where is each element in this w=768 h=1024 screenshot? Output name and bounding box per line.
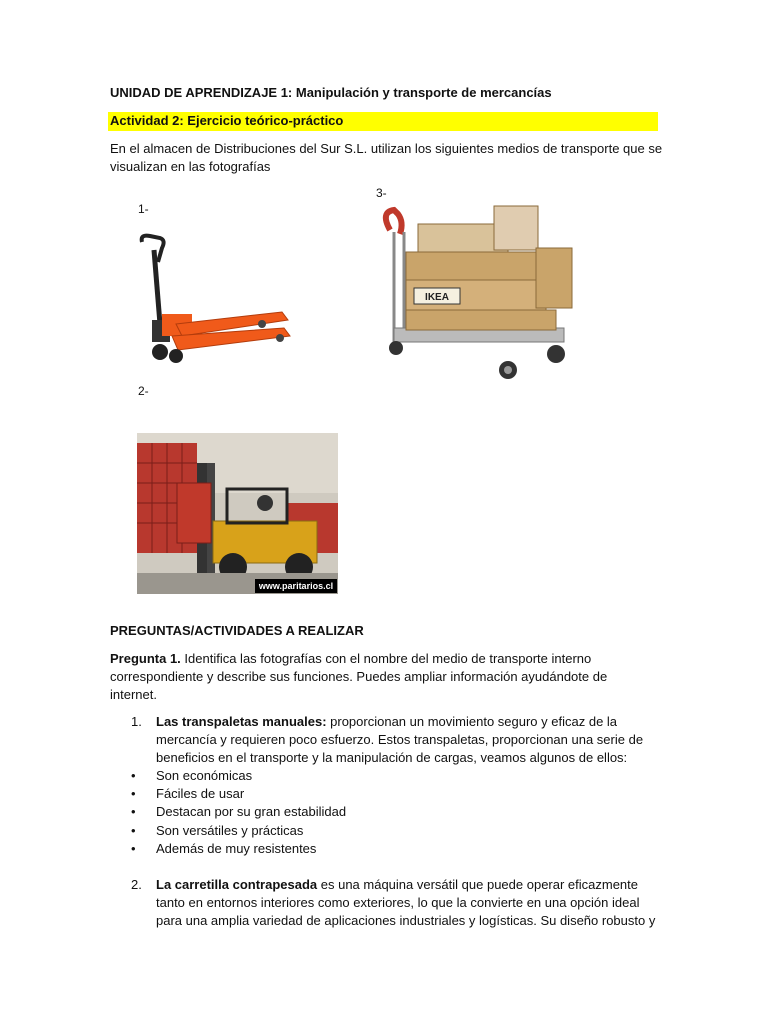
item2-line-2: tanto en entornos interiores como exteriores, lo que la convierte en una opción ideal	[156, 895, 640, 910]
item2-number: 2.	[131, 877, 142, 892]
questions-heading: PREGUNTAS/ACTIVIDADES A REALIZAR	[110, 623, 364, 638]
pallet-jack-photo	[132, 232, 294, 370]
item1-line-1	[156, 713, 617, 731]
intro-line-2: visualizan en las fotografías	[110, 159, 271, 174]
watermark-text: www.paritarios.cl	[258, 581, 334, 591]
bullet-text: Son versátiles y prácticas	[156, 823, 304, 838]
trolley-photo	[376, 202, 582, 382]
unit-title-text: Manipulación y transporte de mercancías	[292, 85, 552, 100]
forklift-photo	[137, 433, 338, 594]
item1-number: 1.	[131, 714, 142, 729]
item2-text-1: es una máquina versátil que puede operar eficazmente	[317, 877, 639, 892]
bullet-item: •	[131, 804, 136, 819]
unit-title	[110, 84, 552, 102]
bullet-text: Fáciles de usar	[156, 786, 245, 801]
q1-line-1	[110, 650, 591, 668]
bullet-item: •	[131, 823, 136, 838]
item1-bold: Las transpaletas manuales:	[156, 714, 327, 729]
item1-line-3: beneficios en el transporte y la manipulación de cargas, veamos algunos de ellos:	[156, 750, 628, 765]
q1-label: Pregunta 1.	[110, 651, 181, 666]
photo-label-2: 2-	[138, 384, 149, 398]
item2-line-3: para una amplia variedad de aplicaciones industriales y logísticas. Su diseño robusto y	[156, 913, 656, 928]
bullet-text: Son económicas	[156, 768, 253, 783]
forklift-illustration	[137, 433, 338, 594]
q1-line-2: correspondiente y describe sus funciones. Puedes ampliar información ayudándote de	[110, 669, 608, 684]
item1-text-1: proporcionan un movimiento seguro y eficaz de la	[326, 714, 618, 729]
ikea-logo: IKEA	[425, 292, 449, 303]
photo-label-1: 1-	[138, 202, 149, 216]
item2-line-1	[156, 876, 638, 894]
photo-label-3: 3-	[376, 186, 387, 200]
bullet-item: •	[131, 768, 136, 783]
intro-line-1: En el almacen de Distribuciones del Sur S.L. utilizan los siguientes medios de transporte que se	[110, 141, 663, 156]
item2-bold: La carretilla contrapesada	[156, 877, 318, 892]
bullet-text: Además de muy resistentes	[156, 841, 317, 856]
q1-text-1: Identifica las fotografías con el nombre del medio de transporte interno	[180, 651, 592, 666]
unit-title-prefix: UNIDAD DE APRENDIZAJE 1:	[110, 85, 293, 100]
item1-line-2: mercancía y requieren poco esfuerzo. Estos transpaletas, proporcionan una serie de	[156, 732, 644, 747]
q1-line-3: internet.	[110, 687, 157, 702]
bullet-item: •	[131, 841, 136, 856]
bullet-item: •	[131, 786, 136, 801]
bullet-text: Destacan por su gran estabilidad	[156, 804, 347, 819]
activity-title: Actividad 2: Ejercicio teórico-práctico	[110, 113, 344, 128]
